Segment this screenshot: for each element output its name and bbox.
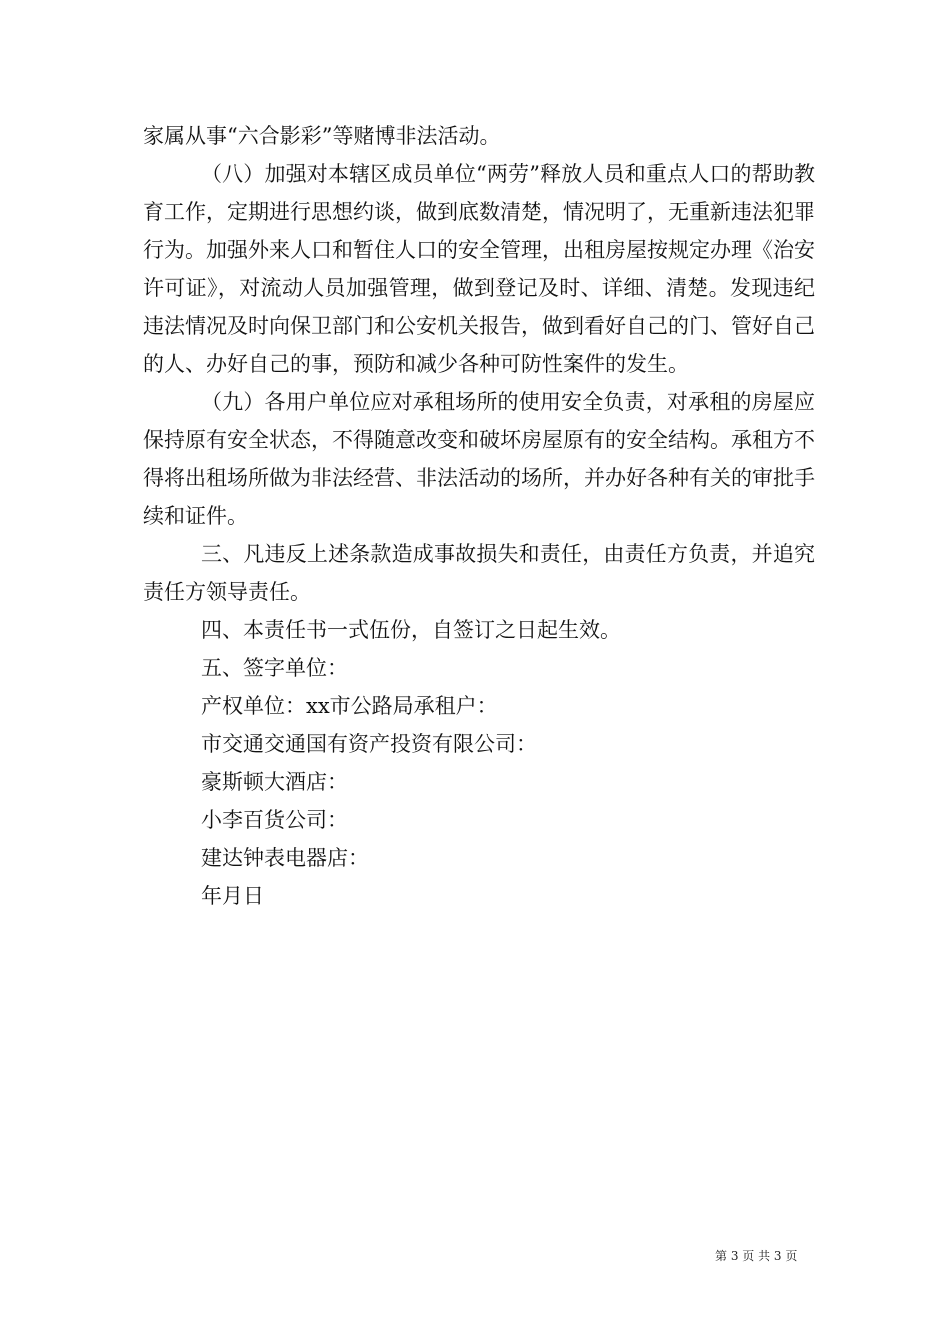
- paragraph-item-8: （八）加强对本辖区成员单位“两劳”释放人员和重点人口的帮助教育工作，定期进行思想约谈，做到底数清楚，情况明了，无重新违法犯罪行为。加强外来人口和暂住人口的安全管理，出租房屋按规定办理《治安许可证》，对流动人员加强管理，做到登记及时、详细、清楚。发现违纪违法情况及时向保卫部门和公安机关报告，做到看好自己的门、管好自己的人、办好自己的事，预防和减少各种可防性案件的发生。: [143, 162, 815, 376]
- signatory-property-unit: 产权单位：xx市公路局承租户：: [201, 694, 498, 718]
- signatory-watch-store: 建达钟表电器店：: [201, 846, 369, 870]
- signatory-hotel: 豪斯顿大酒店：: [201, 770, 348, 794]
- signature-date: 年月日: [201, 884, 264, 908]
- page-number: 第 3 页 共 3 页: [715, 1249, 798, 1263]
- paragraph-item-9: （九）各用户单位应对承租场所的使用安全负责，对承租的房屋应保持原有安全状态，不得随意改变和破坏房屋原有的安全结构。承租方不得将出租场所做为非法经营、非法活动的场所，并办好各种有关的审批手续和证件。: [143, 390, 815, 528]
- paragraph-section-5: 五、签字单位：: [201, 656, 348, 680]
- document-body: [143, 117, 815, 915]
- signatory-department-store: 小李百货公司：: [201, 808, 348, 832]
- paragraph-section-4: 四、本责任书一式伍份，自签订之日起生效。: [201, 618, 621, 642]
- paragraph-continuation: 家属从事“六合影彩”等赌博非法活动。: [143, 124, 501, 148]
- signatory-investment-company: 市交通交通国有资产投资有限公司：: [201, 732, 537, 756]
- paragraph-section-3: 三、凡违反上述条款造成事故损失和责任，由责任方负责，并追究责任方领导责任。: [143, 542, 815, 604]
